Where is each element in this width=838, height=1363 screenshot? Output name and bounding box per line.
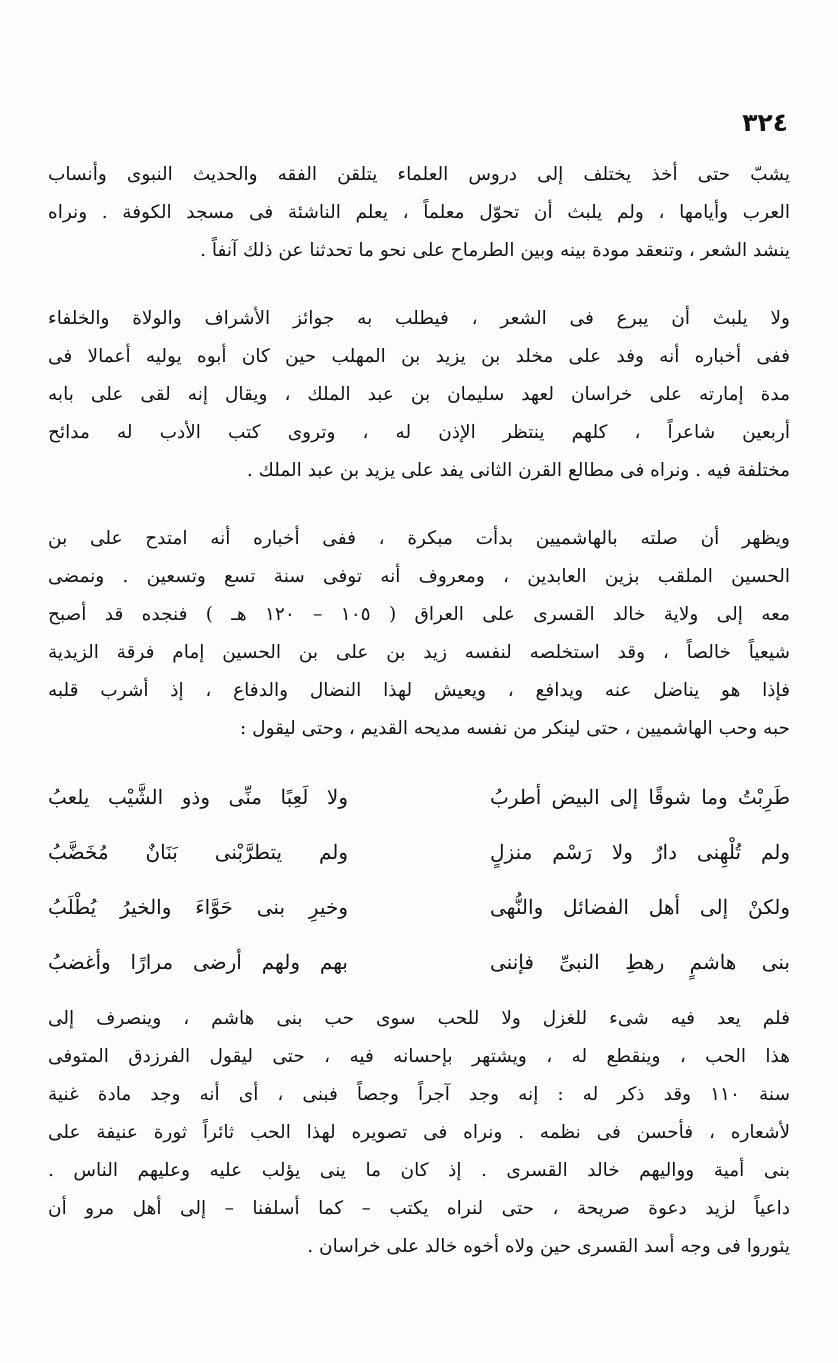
text-line: يثوروا فى وجه أسد القسرى حين ولاه أخوه خالد على خراسان . bbox=[307, 1236, 790, 1257]
verse-first-hemistich: ولم تُلْهِنى دارٌ ولا رَسْم منزلٍ bbox=[490, 840, 790, 864]
poem-verse bbox=[48, 825, 790, 880]
verse-second-hemistich: ولم يتطرَّبْنى بَنَانٌ مُخَضَّبُ bbox=[48, 840, 348, 864]
text-line: بنى أمية وواليهم خالد القسرى . إذ كان ما ينى يؤلب عليه وعليهم الناس . bbox=[48, 1160, 790, 1181]
verse-second-hemistich: ولا لَعِبًا منِّى وذو الشَّيْب يلعبُ bbox=[48, 785, 348, 809]
paragraph-3 bbox=[48, 520, 790, 748]
verse-first-hemistich: بنى هاشمٍ رهطِ النبىِّ فإننى bbox=[490, 950, 790, 974]
verse-second-hemistich: بهم ولهم أرضى مرارًا وأغضبُ bbox=[48, 950, 348, 974]
text-line: حبه وحب الهاشميين ، حتى لينكر من نفسه مديحه القديم ، وحتى ليقول : bbox=[240, 718, 790, 739]
paragraph-1 bbox=[48, 156, 790, 270]
text-line: داعياً لزيد دعوة صريحة ، حتى لنراه يكتب – كما أسلفنا – إلى أهل مرو أن bbox=[48, 1198, 790, 1219]
paragraph-4 bbox=[48, 1000, 790, 1266]
text-line: ففى أخباره أنه وفد على مخلد بن يزيد بن المهلب حين كان أبوه يوليه أعمالا فى bbox=[48, 346, 790, 367]
text-line: سنة ١١٠ وقد ذكر له : إنه وجد آجراً وجصاً فبنى ، أى أنه وجد مادة غنية bbox=[48, 1084, 790, 1105]
poem-verse bbox=[48, 935, 790, 990]
poem bbox=[48, 770, 790, 990]
text-line: شيعياً خالصاً ، وقد استخلصه لنفسه زيد بن على بن الحسين إمام فرقة الزيدية bbox=[48, 642, 790, 663]
text-line: ويظهر أن صلته بالهاشميين بدأت مبكرة ، ففى أخباره أنه امتدح على بن bbox=[48, 528, 790, 549]
page-number: ٣٢٤ bbox=[742, 108, 788, 137]
paragraph-2 bbox=[48, 300, 790, 490]
text-line: لأشعاره ، فأحسن فى نظمه . ونراه فى تصويره لهذا الحب ثائراً ثورة عنيفة على bbox=[48, 1122, 790, 1143]
text-line: مختلفة فيه . ونراه فى مطالع القرن الثانى يفد على يزيد بن عبد الملك . bbox=[246, 460, 790, 481]
text-line: ينشد الشعر ، وتنعقد مودة بينه وبين الطرماح على نحو ما تحدثنا عن ذلك آنفاً . bbox=[200, 240, 790, 261]
poem-verse bbox=[48, 880, 790, 935]
verse-first-hemistich: طَرِبْتُ وما شوقًا إلى البيض أطربُ bbox=[490, 785, 790, 809]
verse-second-hemistich: وخيرِ بنى حَوَّاءَ والخيرُ يُطْلَبُ bbox=[48, 895, 348, 919]
text-line: أربعين شاعراً ، كلهم ينتظر الإذن له ، وتروى كتب الأدب له مدائح bbox=[48, 422, 790, 443]
text-line: الحسين الملقب بزين العابدين ، ومعروف أنه توفى سنة تسع وتسعين . ونمضى bbox=[48, 566, 790, 587]
text-line: معه إلى ولاية خالد القسرى على العراق ( ١٠٥ – ١٢٠ هـ ) فنجده قد أصبح bbox=[48, 604, 790, 625]
text-line: هذا الحب ، وينقطع له ، ويشتهر بإحسانه فيه ، حتى ليقول الفرزدق المتوفى bbox=[48, 1046, 790, 1067]
text-line: فإذا هو يناضل عنه ويدافع ، ويعيش لهذا النضال والدفاع ، إذ أشرب قلبه bbox=[48, 680, 790, 701]
text-line: مدة إمارته على خراسان لعهد سليمان بن عبد الملك ، ويقال إنه لقى على بابه bbox=[48, 384, 790, 405]
text-line: العرب وأيامها ، ولم يلبث أن تحوّل معلماً ، يعلم الناشئة فى مسجد الكوفة . ونراه bbox=[48, 202, 790, 223]
text-line: يشبّ حتى أخذ يختلف إلى دروس العلماء يتلقن الفقه والحديث النبوى وأنساب bbox=[48, 164, 790, 185]
text-line: فلم يعد فيه شىء للغزل ولا للحب سوى حب بنى هاشم ، وينصرف إلى bbox=[48, 1008, 790, 1029]
verse-first-hemistich: ولكنْ إلى أهل الفضائل والنُّهى bbox=[490, 895, 790, 919]
text-line: ولا يلبث أن يبرع فى الشعر ، فيطلب به جوائز الأشراف والولاة والخلفاء bbox=[48, 308, 790, 329]
poem-verse bbox=[48, 770, 790, 825]
